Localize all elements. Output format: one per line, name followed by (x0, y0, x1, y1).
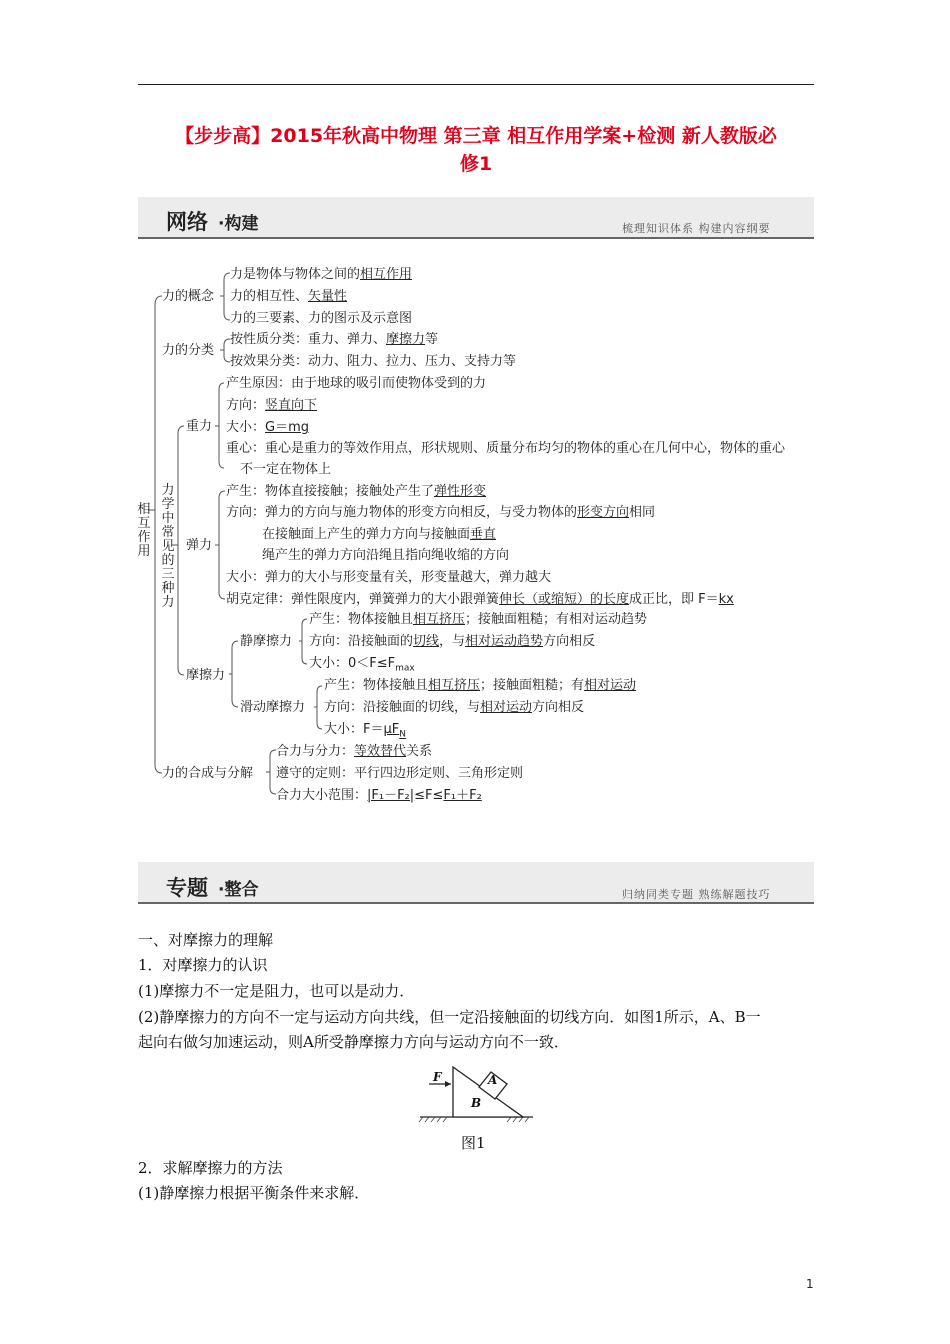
node-sliding-friction: 滑动摩擦力 (240, 700, 306, 715)
node-force-concept: 力的概念 (162, 289, 215, 304)
document-title-line1: 【步步高】2015年秋高中物理 第三章 相互作用学案+检测 新人教版必 (175, 125, 777, 147)
compose-item-3: 合力大小范围：|F₁－F₂|≤F≤F₁＋F₂ (276, 788, 482, 803)
section-title-network: 网络 (166, 210, 208, 234)
node-static-friction: 静摩擦力 (240, 634, 293, 649)
sliding-item-2: 方向：沿接触面的切线，与相对运动方向相反 (324, 700, 585, 715)
node-composition: 力的合成与分解 (162, 766, 254, 781)
elastic-item-4: 绳产生的弹力方向沿绳且指向绳收缩的方向 (262, 548, 510, 563)
gravity-item-1: 产生原因：由于地球的吸引而使物体受到的力 (226, 376, 487, 391)
paragraph-2b: 起向右做匀加速运动，则A所受静摩擦力方向与运动方向不一致． (138, 1033, 569, 1051)
sliding-item-1: 产生：物体接触且相互挤压；接触面粗糙；有相对运动 (324, 678, 637, 693)
node-friction: 摩擦力 (186, 668, 226, 683)
section-rule-topics (138, 902, 814, 904)
elastic-item-5: 大小：弹力的大小与形变量有关，形变量越大，弹力越大 (226, 570, 552, 585)
figure-label-B: B (471, 1096, 482, 1110)
heading-friction-methods: 2．求解摩擦力的方法 (138, 1159, 283, 1177)
paragraph-2a: (2)静摩擦力的方向不一定与运动方向共线，但一定沿接触面的切线方向．如图1所示，A、B一 (138, 1008, 761, 1026)
gravity-item-2: 方向：竖直向下 (226, 398, 318, 413)
gravity-item-4: 重心：重心是重力的等效作用点，形状规则、质量分布均匀的物体的重心在几何中心，物体的重心 (226, 441, 786, 456)
paragraph-1: (1)摩擦力不一定是阻力，也可以是动力． (138, 982, 415, 1000)
elastic-item-2: 方向：弹力的方向与施力物体的形变方向相反，与受力物体的形变方向相同 (226, 505, 656, 520)
heading-friction-knowledge: 1．对摩擦力的认识 (138, 956, 268, 974)
static-item-2: 方向：沿接触面的切线，与相对运动趋势方向相反 (309, 634, 596, 649)
page-number: 1 (806, 1277, 814, 1291)
node-elastic: 弹力 (186, 538, 213, 553)
figure-label-F: F (433, 1070, 442, 1084)
static-item-3: 大小：$0<F\le F_{max}$ (309, 656, 415, 674)
concept-item-2: 力的相互性、矢量性 (230, 289, 348, 304)
figure-1-caption: 图1 (461, 1134, 486, 1152)
section-title-topics: 专题 (166, 876, 208, 900)
compose-item-1: 合力与分力：等效替代关系 (276, 744, 433, 759)
paragraph-3: (1)静摩擦力根据平衡条件来求解． (138, 1184, 370, 1202)
elastic-item-1: 产生：物体直接接触；接触处产生了弹性形变 (226, 484, 487, 499)
section-tagline-topics: 归纳同类专题 熟练解题技巧 (622, 888, 771, 901)
mindmap-root-label: 相互作用 (137, 502, 151, 559)
classify-item-1: 按性质分类：重力、弹力、摩擦力等 (230, 332, 439, 347)
heading-friction-understanding: 一、对摩擦力的理解 (138, 931, 274, 949)
node-gravity: 重力 (186, 419, 213, 434)
document-title-line2: 修1 (459, 153, 493, 175)
section-sub-topics: ·整合 (218, 880, 259, 900)
node-force-classify: 力的分类 (162, 343, 215, 358)
concept-item-3: 力的三要素、力的图示及示意图 (230, 311, 413, 326)
section-sub-network: ·构建 (218, 214, 259, 234)
compose-item-2: 遵守的定则：平行四边形定则、三角形定则 (276, 766, 524, 781)
sliding-item-3: 大小：$F=\mu F_N$ (324, 722, 406, 740)
node-common-forces: 力学中常见的三种力 (161, 483, 175, 610)
figure-label-A: A (488, 1073, 498, 1087)
classify-item-2: 按效果分类：动力、阻力、拉力、压力、支持力等 (230, 354, 517, 369)
concept-item-1: 力是物体与物体之间的相互作用 (230, 267, 413, 282)
elastic-item-3: 在接触面上产生的弹力方向与接触面垂直 (262, 527, 497, 542)
gravity-item-3: 大小：G＝mg (226, 420, 310, 435)
elastic-item-6: 胡克定律：弹性限度内，弹簧弹力的大小跟弹簧伸长（或缩短）的长度成正比，即 F＝kx (226, 592, 734, 607)
section-tagline-network: 梳理知识体系 构建内容纲要 (622, 222, 771, 235)
gravity-item-5: 不一定在物体上 (240, 462, 332, 477)
static-item-1: 产生：物体接触且相互挤压；接触面粗糙；有相对运动趋势 (309, 612, 648, 627)
